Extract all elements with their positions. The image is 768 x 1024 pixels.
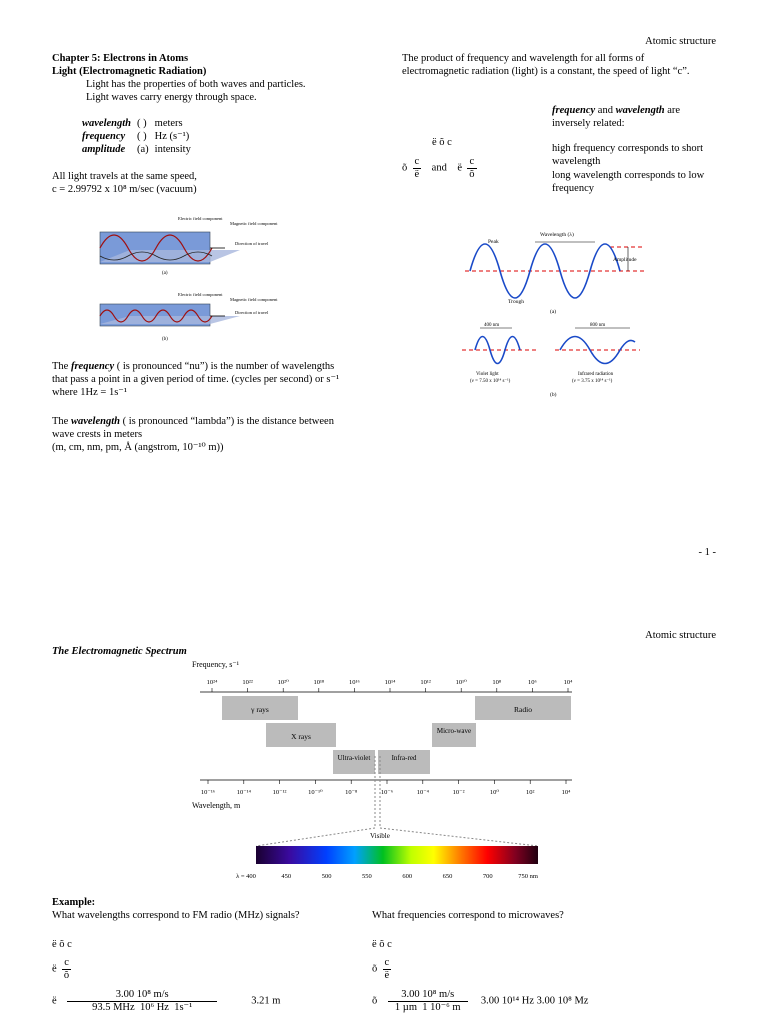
product-text: The product of frequency and wavelength for all forms of electromagnetic radiation (light) is a constant, the speed of light “c”. (402, 53, 690, 78)
violet-label: Violet light (476, 372, 499, 377)
svg-text:γ rays: γ rays (251, 705, 269, 714)
spectrum-title: The Electromagnetic Spectrum (52, 646, 187, 657)
tick-label: 700 (482, 873, 493, 880)
amplitude-label: Amplitude (613, 257, 637, 263)
tick-label: 10¹⁰ (455, 679, 467, 686)
fig-b-label: (b) (550, 392, 557, 398)
trough-label: Trough (508, 299, 524, 305)
em-wave-a (100, 216, 278, 276)
svg-text:Ultra-violet: Ultra-violet (337, 754, 371, 762)
tick-label: 10⁴ (561, 789, 571, 796)
definition-row: frequency ( ) Hz (s⁻¹) (82, 130, 190, 142)
wavelength-definition: The wavelength ( is pronounced “lambda”) is the distance between wave crests in meters (m, cm, nm, pm, Å (angstrom, 10⁻¹⁰ m)) (52, 416, 334, 454)
wavelength-axis-label: Wavelength, m (192, 801, 241, 810)
tick-label: 10⁻¹⁰ (308, 789, 323, 796)
inverse-relation: frequency and wavelength are inversely related: high frequency corresponds to short wavelength long wavelength corresponds to low frequency (552, 105, 705, 194)
tick-label: 10⁸ (492, 679, 502, 686)
running-header: Atomic structure (645, 36, 716, 47)
tick-label: 10⁶ (528, 679, 537, 686)
nm400-label: 400 nm (484, 323, 500, 328)
svg-text:Direction of travel: Direction of travel (235, 310, 269, 315)
visible-label: Visible (370, 832, 390, 840)
svg-text:(b): (b) (162, 337, 168, 342)
wavelength-ticks (201, 780, 571, 796)
em-wave-b (100, 292, 278, 342)
nm800-label: 800 nm (590, 323, 606, 328)
svg-text:Electric field component: Electric field component (178, 292, 223, 297)
tick-label: 10¹⁶ (349, 679, 360, 686)
wavelength-label: Wavelength (λ) (540, 232, 574, 238)
definition-table (82, 117, 197, 156)
example-question-1: What wavelengths correspond to FM radio (MHz) signals? (52, 910, 300, 922)
page-number: - 1 - (698, 547, 716, 558)
spectrum-chart (190, 656, 580, 886)
equation-frac-row: õ $\frac{c}{ë}$ and ë $\frac{c}{õ}$ (402, 156, 475, 180)
svg-text:Infra-red: Infra-red (391, 754, 417, 762)
tick-label: 10¹⁴ (384, 679, 396, 686)
wave-b (462, 323, 640, 398)
left-column (52, 52, 352, 196)
tick-label: 10¹² (420, 679, 431, 686)
example-right-work: ë õ c õ $\frac{c}{ë}$ õ $\frac{\text{3.00 10⁸ m/s}}{\text{1 µm 1 10⁻⁶ m}}$ 3.00 10¹⁴ Hz 3.00 10⁸ Mz (372, 939, 589, 1013)
ir-nu: (ν = 3.75 x 10¹⁴ s⁻¹) (572, 379, 613, 384)
visible-ticks (236, 864, 538, 880)
definition-row: amplitude (a) intensity (82, 143, 191, 155)
tick-label: 10⁴ (563, 679, 573, 686)
tick-label: 550 (362, 873, 372, 880)
violet-nu: (ν = 7.50 x 10¹⁴ s⁻¹) (470, 379, 511, 384)
tick-label: 600 (402, 873, 413, 880)
tick-label: 10⁻² (452, 789, 465, 796)
tick-label: 450 (281, 873, 292, 880)
tick-label: 10⁻⁸ (345, 789, 358, 796)
ir-label: Infrared radiation (578, 372, 614, 377)
definition-row: wavelength ( ) meters (82, 117, 183, 129)
svg-text:Magnetic field component: Magnetic field component (230, 297, 278, 302)
peak-label: Peak (488, 239, 499, 245)
visible-spectrum-bar (256, 846, 538, 864)
fig-a-label: (a) (550, 309, 557, 315)
tick-label: 10²⁴ (206, 679, 218, 686)
tick-label: 10⁻¹⁴ (236, 789, 251, 796)
frequency-definition: The frequency ( is pronounced “nu”) is the number of wavelengths that pass a point in a given period of time. (cycles per second) or s⁻¹ where 1Hz = 1s⁻¹ (52, 361, 340, 399)
example-question-2: What frequencies correspond to microwaves? (372, 910, 564, 921)
em-wave-figure (90, 212, 290, 342)
speed-value: c = 2.99792 x 10⁸ m/sec (vacuum) (52, 184, 197, 195)
speed-line: All light travels at the same speed, (52, 170, 197, 182)
tick-label: 10⁻⁶ (380, 789, 394, 796)
tick-label: 10⁻⁴ (416, 789, 429, 796)
tick-label: 10⁻¹² (272, 789, 287, 796)
frequency-ticks (207, 679, 573, 692)
wave-a (465, 231, 645, 315)
band-boxes (222, 696, 571, 774)
tick-label: 650 (442, 873, 453, 880)
electric-label: Electric field component (178, 216, 223, 221)
svg-text:Micro-wave: Micro-wave (436, 727, 472, 735)
running-header: Atomic structure (645, 630, 716, 641)
equation-main: ë õ c (432, 137, 452, 148)
example-left-work: ë õ c ë $\frac{c}{õ}$ ë $\frac{\text{3.00 10⁸ m/s}}{\text{93.5 MHz 10⁶ Hz 1s⁻¹}}$ 3.21 m (52, 939, 281, 1013)
fig-a-label: (a) (162, 271, 168, 276)
wave-diagram (460, 225, 680, 405)
section-title: Light (Electromagnetic Radiation) (52, 66, 207, 78)
tick-label: 500 (321, 873, 332, 880)
tick-label: 10⁻¹⁶ (200, 789, 216, 796)
example-title: Example: (52, 897, 96, 908)
tick-label: 10¹⁸ (313, 679, 325, 686)
svg-text:Radio: Radio (514, 705, 532, 714)
direction-label: Direction of travel (235, 241, 269, 246)
tick-label: 10²⁰ (277, 679, 289, 686)
tick-label: λ = 400 (236, 873, 256, 880)
tick-label: 10² (525, 789, 535, 796)
magnetic-label: Magnetic field component (230, 221, 278, 226)
tick-label: 750 nm (518, 873, 538, 880)
example-section (52, 896, 300, 922)
frequency-axis-label: Frequency, s⁻¹ (192, 660, 239, 669)
intro-line: Light waves carry energy through space. (86, 92, 257, 104)
tick-label: 10²² (242, 679, 253, 686)
tick-label: 10⁰ (489, 789, 499, 796)
svg-text:X rays: X rays (291, 732, 311, 741)
chapter-title: Chapter 5: Electrons in Atoms (52, 53, 189, 64)
intro-line: Light has the properties of both waves and particles. (86, 79, 306, 91)
